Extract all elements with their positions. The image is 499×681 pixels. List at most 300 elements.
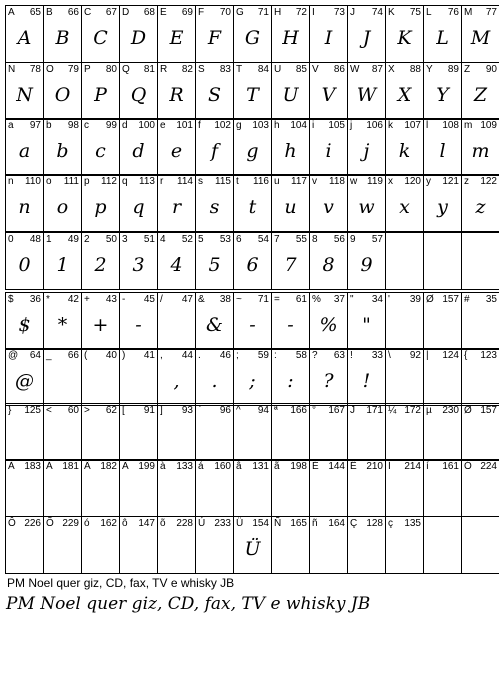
char-label: & — [198, 294, 205, 305]
char-code: 93 — [181, 405, 193, 416]
char-code: 34 — [371, 294, 383, 305]
char-label: } — [8, 405, 12, 416]
char-cell — [195, 5, 234, 63]
char-cell — [461, 348, 499, 406]
char-cell — [385, 516, 424, 574]
char-code: 71 — [257, 294, 269, 305]
char-cell — [5, 5, 44, 63]
char-cell — [423, 403, 462, 461]
char-code: 183 — [24, 461, 41, 472]
char-label: õ — [160, 518, 166, 529]
char-code: 98 — [67, 120, 79, 131]
char-label: a — [8, 120, 14, 131]
char-cell — [271, 118, 310, 176]
char-label: Ñ — [274, 518, 282, 529]
char-cell — [81, 232, 120, 290]
char-code: 105 — [328, 120, 345, 131]
char-code: 112 — [101, 176, 117, 187]
char-glyph: S — [207, 84, 222, 106]
char-cell — [347, 174, 386, 232]
char-code: 171 — [366, 405, 383, 416]
char-code: 135 — [404, 518, 421, 529]
char-label: z — [464, 176, 469, 187]
char-code: 160 — [214, 461, 231, 472]
char-cell — [195, 516, 234, 574]
char-cell — [195, 403, 234, 461]
char-glyph: V — [321, 84, 336, 106]
char-cell — [271, 292, 310, 350]
char-label: Q — [122, 64, 130, 75]
char-glyph: 6 — [246, 254, 259, 276]
char-cell — [119, 459, 158, 517]
char-glyph: 3 — [132, 254, 145, 276]
char-code: 118 — [329, 176, 345, 187]
char-glyph: T — [246, 84, 259, 106]
char-glyph: 9 — [360, 254, 373, 276]
char-code: 59 — [257, 350, 269, 361]
char-label: O — [46, 64, 54, 75]
char-label: y — [426, 176, 431, 187]
char-glyph: u — [284, 196, 297, 218]
char-cell — [385, 5, 424, 63]
char-label: 2 — [84, 234, 90, 245]
char-label: à — [160, 461, 166, 472]
char-cell — [157, 118, 196, 176]
char-label: . — [198, 350, 201, 361]
char-cell — [271, 516, 310, 574]
char-label: Ü — [236, 518, 244, 529]
char-cell — [43, 118, 82, 176]
char-cell — [385, 232, 424, 290]
char-label: J — [350, 7, 355, 18]
char-glyph: Y — [436, 84, 449, 106]
char-glyph: R — [169, 84, 184, 106]
char-code: 104 — [290, 120, 307, 131]
char-code: 115 — [215, 176, 231, 187]
char-cell — [43, 403, 82, 461]
char-code: 94 — [257, 405, 269, 416]
char-glyph: G — [244, 27, 261, 49]
char-code: 68 — [143, 7, 155, 18]
char-label: o — [46, 176, 52, 187]
char-cell — [385, 174, 424, 232]
char-label: ! — [350, 350, 353, 361]
char-cell — [347, 5, 386, 63]
char-code: 73 — [333, 7, 345, 18]
char-code: 230 — [442, 405, 459, 416]
char-label: H — [274, 7, 282, 18]
char-cell — [5, 403, 44, 461]
char-glyph: v — [323, 196, 334, 218]
char-label: ó — [84, 518, 90, 529]
char-code: 107 — [404, 120, 421, 131]
char-cell — [309, 118, 348, 176]
char-glyph: J — [362, 27, 371, 49]
char-glyph: i — [325, 140, 332, 162]
char-code: 51 — [143, 234, 155, 245]
char-code: 49 — [67, 234, 79, 245]
char-cell — [157, 174, 196, 232]
char-code: 74 — [371, 7, 383, 18]
char-label: $ — [8, 294, 14, 305]
char-code: 128 — [366, 518, 383, 529]
char-glyph: d — [132, 140, 145, 162]
char-cell — [423, 348, 462, 406]
char-glyph: t — [248, 196, 257, 218]
char-code: 61 — [295, 294, 307, 305]
char-cell — [119, 516, 158, 574]
char-code: 86 — [333, 64, 345, 75]
char-code: 161 — [442, 461, 459, 472]
char-cell — [195, 118, 234, 176]
char-glyph: 7 — [284, 254, 297, 276]
char-code: 82 — [181, 64, 193, 75]
char-label: Ó — [464, 461, 472, 472]
char-code: 133 — [176, 461, 193, 472]
char-label: m — [464, 120, 473, 131]
char-code: 63 — [333, 350, 345, 361]
char-code: 110 — [25, 176, 41, 187]
char-label: ¼ — [388, 405, 397, 416]
char-label: 1 — [46, 234, 52, 245]
char-cell — [195, 174, 234, 232]
char-glyph: D — [130, 27, 147, 49]
char-label: j — [350, 120, 353, 131]
char-cell — [385, 292, 424, 350]
char-code: 80 — [105, 64, 117, 75]
char-label: ^ — [236, 405, 241, 416]
char-code: 52 — [181, 234, 193, 245]
char-cell — [157, 403, 196, 461]
char-cell — [233, 232, 272, 290]
char-code: 85 — [295, 64, 307, 75]
char-cell — [119, 118, 158, 176]
char-label: ; — [236, 350, 239, 361]
char-code: 42 — [67, 294, 79, 305]
char-glyph: - — [287, 314, 294, 336]
char-glyph: w — [358, 196, 375, 218]
char-label: ' — [388, 294, 390, 305]
char-label: À — [8, 461, 15, 472]
char-code: 91 — [143, 405, 155, 416]
char-glyph: y — [437, 196, 448, 218]
char-code: 65 — [29, 7, 41, 18]
char-code: 162 — [100, 518, 117, 529]
char-glyph: O — [54, 84, 71, 106]
char-cell — [309, 516, 348, 574]
char-cell — [5, 348, 44, 406]
char-code: 119 — [367, 176, 383, 187]
char-label: # — [464, 294, 470, 305]
char-code: 228 — [176, 518, 193, 529]
char-code: 62 — [105, 405, 117, 416]
char-glyph: * — [57, 314, 68, 336]
char-label: 9 — [350, 234, 356, 245]
char-cell — [43, 459, 82, 517]
char-cell — [195, 292, 234, 350]
char-code: 96 — [219, 405, 231, 416]
char-glyph: o — [56, 196, 69, 218]
char-code: 182 — [100, 461, 117, 472]
char-code: 154 — [252, 518, 269, 529]
char-label: i — [312, 120, 315, 131]
char-label: | — [426, 350, 429, 361]
char-cell — [271, 174, 310, 232]
char-code: 66 — [67, 350, 79, 361]
char-cell — [81, 5, 120, 63]
char-label: u — [274, 176, 280, 187]
char-glyph: " — [362, 314, 371, 336]
char-glyph: K — [397, 27, 412, 49]
sample-caption: PM Noel quer giz, CD, fax, TV e whisky JB — [7, 576, 235, 590]
char-label: 6 — [236, 234, 242, 245]
char-label: R — [160, 64, 168, 75]
char-label: S — [198, 64, 205, 75]
char-code: 123 — [480, 350, 497, 361]
char-glyph: p — [94, 196, 107, 218]
char-glyph: h — [284, 140, 297, 162]
char-label: / — [160, 294, 163, 305]
char-cell — [157, 348, 196, 406]
char-label: e — [160, 120, 166, 131]
char-cell — [423, 62, 462, 120]
char-cell — [233, 516, 272, 574]
char-label: Á — [46, 461, 53, 472]
char-code: 66 — [67, 7, 79, 18]
char-cell — [195, 348, 234, 406]
char-code: 33 — [371, 350, 383, 361]
char-cell — [43, 5, 82, 63]
char-code: 36 — [29, 294, 41, 305]
char-label: I — [312, 7, 315, 18]
char-label: Í — [388, 461, 391, 472]
char-label: Z — [464, 64, 471, 75]
char-cell — [461, 232, 499, 290]
char-glyph: W — [356, 84, 377, 106]
char-label: X — [388, 64, 395, 75]
char-label: d — [122, 120, 128, 131]
char-label: B — [46, 7, 53, 18]
char-cell — [347, 516, 386, 574]
char-code: 113 — [139, 176, 155, 187]
char-cell — [423, 516, 462, 574]
char-label: É — [312, 461, 319, 472]
char-cell — [271, 348, 310, 406]
char-label: F — [198, 7, 205, 18]
char-label: - — [122, 294, 126, 305]
char-cell — [271, 5, 310, 63]
char-glyph: M — [470, 27, 491, 49]
char-code: 37 — [333, 294, 345, 305]
char-label: Ç — [350, 518, 358, 529]
char-label: Õ — [46, 518, 54, 529]
char-cell — [461, 516, 499, 574]
char-code: 64 — [29, 350, 41, 361]
char-label: V — [312, 64, 319, 75]
char-glyph: g — [246, 140, 259, 162]
char-glyph: , — [173, 370, 180, 392]
char-cell — [5, 292, 44, 350]
char-label: l — [426, 120, 429, 131]
char-glyph: l — [439, 140, 446, 162]
char-cell — [233, 403, 272, 461]
char-code: 38 — [219, 294, 231, 305]
char-cell — [233, 118, 272, 176]
char-glyph: k — [398, 140, 411, 162]
char-cell — [271, 403, 310, 461]
char-label: f — [198, 120, 201, 131]
char-glyph: L — [436, 27, 449, 49]
char-label: â — [236, 461, 242, 472]
char-glyph: ; — [249, 370, 256, 392]
char-code: 81 — [143, 64, 155, 75]
sample-script-preview: PM Noel quer giz, CD, fax, TV e whisky JB — [6, 594, 371, 614]
char-code: 116 — [253, 176, 269, 187]
char-cell — [309, 232, 348, 290]
char-label: á — [198, 461, 204, 472]
char-code: 165 — [290, 518, 307, 529]
char-glyph: + — [92, 314, 109, 336]
char-label: ` — [198, 405, 202, 416]
char-label: 5 — [198, 234, 204, 245]
char-code: 172 — [404, 405, 421, 416]
char-code: 166 — [290, 405, 307, 416]
char-label: Y — [426, 64, 433, 75]
char-glyph: z — [475, 196, 486, 218]
char-code: 77 — [485, 7, 497, 18]
char-glyph: E — [169, 27, 184, 49]
char-glyph: U — [282, 84, 299, 106]
char-cell — [385, 459, 424, 517]
char-label: " — [350, 294, 354, 305]
char-cell — [423, 459, 462, 517]
char-code: 71 — [257, 7, 269, 18]
char-glyph: 4 — [170, 254, 183, 276]
char-cell — [385, 348, 424, 406]
char-label: ç — [388, 518, 393, 529]
char-label: Ê — [350, 461, 357, 472]
char-label: T — [236, 64, 243, 75]
char-cell — [347, 403, 386, 461]
char-label: ñ — [312, 518, 318, 529]
char-label: ( — [84, 350, 88, 361]
char-label: v — [312, 176, 317, 187]
char-cell — [461, 5, 499, 63]
char-label: µ — [426, 405, 432, 416]
char-cell — [43, 62, 82, 120]
char-code: 157 — [480, 405, 497, 416]
char-code: 167 — [328, 405, 345, 416]
char-code: 58 — [295, 350, 307, 361]
char-cell — [157, 232, 196, 290]
char-label: @ — [8, 350, 19, 361]
char-cell — [347, 232, 386, 290]
char-glyph: I — [324, 27, 333, 49]
char-label: ) — [122, 350, 126, 361]
char-cell — [157, 62, 196, 120]
char-cell — [43, 174, 82, 232]
char-cell — [385, 62, 424, 120]
char-glyph: b — [56, 140, 69, 162]
char-code: 101 — [176, 120, 193, 131]
char-label: n — [8, 176, 14, 187]
char-code: 88 — [409, 64, 421, 75]
char-cell — [157, 292, 196, 350]
char-code: 226 — [24, 518, 41, 529]
char-cell — [271, 459, 310, 517]
char-label: W — [350, 64, 360, 75]
char-cell — [461, 118, 499, 176]
char-code: 40 — [105, 350, 117, 361]
char-glyph: F — [207, 27, 222, 49]
char-code: 89 — [447, 64, 459, 75]
char-cell — [423, 118, 462, 176]
char-cell — [157, 5, 196, 63]
char-glyph: ! — [362, 370, 371, 392]
char-label: E — [160, 7, 167, 18]
char-code: 87 — [371, 64, 383, 75]
char-glyph: Ü — [244, 538, 261, 560]
char-label: + — [84, 294, 90, 305]
char-glyph: x — [399, 196, 410, 218]
char-label: J — [350, 405, 355, 416]
char-code: 198 — [290, 461, 307, 472]
char-cell — [5, 459, 44, 517]
char-glyph: 2 — [94, 254, 107, 276]
char-cell — [119, 348, 158, 406]
char-label: N — [8, 64, 16, 75]
char-cell — [385, 118, 424, 176]
char-label: K — [388, 7, 395, 18]
char-label: g — [236, 120, 242, 131]
char-code: 99 — [105, 120, 117, 131]
char-code: 157 — [442, 294, 459, 305]
char-cell — [347, 348, 386, 406]
char-cell — [81, 459, 120, 517]
char-label: c — [84, 120, 89, 131]
char-code: 69 — [181, 7, 193, 18]
char-label: G — [236, 7, 244, 18]
char-code: 147 — [138, 518, 155, 529]
char-label: b — [46, 120, 52, 131]
char-cell — [119, 403, 158, 461]
char-code: 56 — [333, 234, 345, 245]
char-label: ô — [122, 518, 128, 529]
char-code: 39 — [409, 294, 421, 305]
char-cell — [81, 174, 120, 232]
char-glyph: j — [363, 140, 370, 162]
char-cell — [271, 232, 310, 290]
char-code: 214 — [404, 461, 421, 472]
char-glyph: % — [319, 314, 338, 336]
char-glyph: n — [18, 196, 31, 218]
char-glyph: N — [16, 84, 33, 106]
char-cell — [43, 516, 82, 574]
char-label: % — [312, 294, 321, 305]
char-label: 0 — [8, 234, 14, 245]
char-code: 114 — [177, 176, 193, 187]
char-label: Ô — [8, 518, 16, 529]
char-cell — [233, 62, 272, 120]
char-code: 103 — [252, 120, 269, 131]
char-cell — [461, 292, 499, 350]
char-label: ã — [274, 461, 280, 472]
char-cell — [43, 292, 82, 350]
char-label: _ — [46, 350, 52, 361]
char-label: D — [122, 7, 130, 18]
char-glyph: X — [397, 84, 412, 106]
char-code: 60 — [67, 405, 79, 416]
